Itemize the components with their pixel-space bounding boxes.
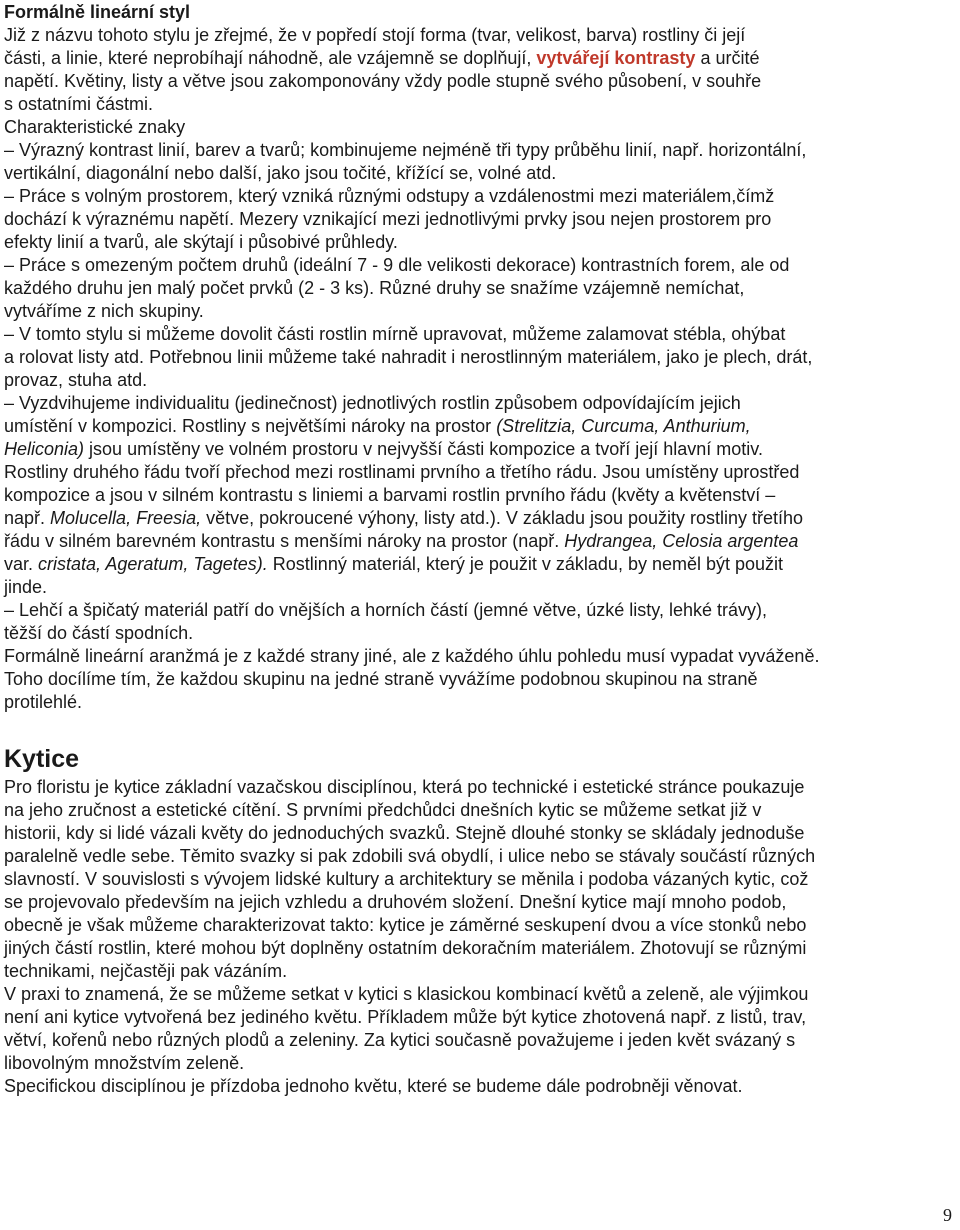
- text-run: var.: [4, 554, 34, 574]
- closing-paragraph: Formálně lineární aranžmá je z každé strany jiné, ale z každého úhlu pohledu musí vypadat vyváženě. Toho docílíme tím, že každou skupinu na jedné straně vyvážíme podobnou skupinou na straně protilehlé.: [4, 646, 820, 712]
- intro-text-2: a určité napětí. Květiny, listy a větve jsou zakomponovány vždy podle stupně svého působení, v souhře s ostatními částmi.: [4, 48, 762, 114]
- highlight-kontrasty: vytvářejí kontrasty: [536, 48, 696, 68]
- document-page: [4, 0, 958, 1098]
- section-heading-formalne-linearni: Formálně lineární styl: [4, 2, 191, 22]
- bullet-item: – Práce s volným prostorem, který vzniká různými odstupy a vzdálenostmi mezi materiálem,čímž dochází k výraznému napětí. Mezery vznikající mezi jednotlivými prvky jsou nejen prostorem pro efekty linií a tvarů, ale skýtají i působivé průhledy.: [4, 186, 775, 252]
- intro-paragraph: [4, 24, 958, 116]
- plant-names-italic: Hydrangea, Celosia argentea: [564, 531, 799, 551]
- plant-names-italic: (Strelitzia, Curcuma, Anthurium, Heliconia): [4, 416, 751, 459]
- text-run: – Vyzdvihujeme individualitu (jedinečnost) jednotlivých rostlin způsobem odpovídajícím jejich umístění v kompozici. Rostliny s největšími nároky na prostor: [4, 393, 741, 436]
- intro-text-1: Již z názvu tohoto stylu je zřejmé, že v popředí stojí forma (tvar, velikost, barva) rostliny či její části, a linie, které neprobíhají náhodně, ale vzájemně se doplňují,: [4, 25, 746, 68]
- characteristics-subheading: Charakteristické znaky: [4, 117, 186, 137]
- bullet-item: – Práce s omezeným počtem druhů (ideální 7 - 9 dle velikosti dekorace) kontrastních forem, ale od každého druhu jen malý počet prvků (2 - 3 ks). Různé druhy se snažíme vzájemně nemíchat, vytváříme z nich skupiny.: [4, 255, 790, 321]
- kytice-paragraph-2: V praxi to znamená, že se můžeme setkat v kytici s klasickou kombinací květů a zeleně, ale výjimkou není ani kytice vytvořená bez jediného květu. Příkladem může být kytice zhotovená např. z listů, trav, větví, kořenů nebo různých plodů a zeleniny. Za kytici současně považujeme i jeden květ svázaný s libovolným množstvím zeleně.: [4, 984, 809, 1073]
- plant-names-italic: Molucella, Freesia,: [50, 508, 202, 528]
- text-run: Rostlinný materiál, který je použit v základu, by neměl být použit jinde.: [4, 554, 784, 597]
- bullet-item: – Lehčí a špičatý materiál patří do vnějších a horních částí (jemné větve, úzké listy, lehké trávy), těžší do částí spodních.: [4, 600, 768, 643]
- text-run: jsou umístěny ve volném prostoru v nejvyšší části kompozice a tvoří její hlavní motiv. Rostliny druhého řádu tvoří přechod mezi rostlinami prvního a třetího rádu. Jsou umístěny uprostřed kompozice a jsou v silném kontrastu s liniemi a barvami rostlin prvního řádu (květy a květenství – např.: [4, 439, 800, 528]
- bullet-item: – V tomto stylu si můžeme dovolit části rostlin mírně upravovat, můžeme zalamovat stébla, ohýbat a rolovat listy atd. Potřebnou linii můžeme také nahradit i nerostlinným materiálem, jako je plech, drát, provaz, stuha atd.: [4, 324, 813, 390]
- section-heading-kytice: Kytice: [4, 745, 80, 773]
- kytice-paragraph-1: Pro floristu je kytice základní vazačskou disciplínou, která po technické i estetické stránce poukazuje na jeho zručnost a estetické cítění. S prvními předchůdci dnešních kytic se můžeme setkat již v historii, kdy si lidé vázali květy do jednoduchých svazků. Stejně dlouhé stonky se skládaly jednoduše paralelně vedle sebe. Těmito svazky si pak zdobili svá obydlí, i ulice nebo se stávaly součástí různých slavností. V souvislosti s vývojem lidské kultury a architektury se měnila i podoba vázaných kytic, což se projevovalo především na jejich vzhledu a druhovém složení. Dnešní kytice mají mnoho podob, obecně je však můžeme charakterizovat takto: kytice je záměrné seskupení dvou a více stonků nebo jiných částí rostlin, které mohou být doplněny ostatním dekoračním materiálem. Zhotovují se různými technikami, nejčastěji pak vázáním.: [4, 777, 816, 981]
- page-number: 9: [943, 1205, 952, 1225]
- bullet-item: – Výrazný kontrast linií, barev a tvarů; kombinujeme nejméně tři typy průběhu linií, např. horizontální, vertikální, diagonální nebo další, jako jsou točité, křížící se, volné atd.: [4, 140, 807, 183]
- kytice-paragraph-3: Specifickou disciplínou je přízdoba jednoho květu, které se budeme dále podrobněji věnovat.: [4, 1076, 743, 1096]
- plant-names-italic: cristata, Ageratum, Tagetes).: [38, 554, 268, 574]
- bullet-item-individuality: [4, 392, 958, 599]
- text-run: větve, pokroucené výhony, listy atd.). V základu jsou použity rostliny třetího řádu v silném barevném kontrastu s menšími nároky na prostor (např.: [4, 508, 804, 551]
